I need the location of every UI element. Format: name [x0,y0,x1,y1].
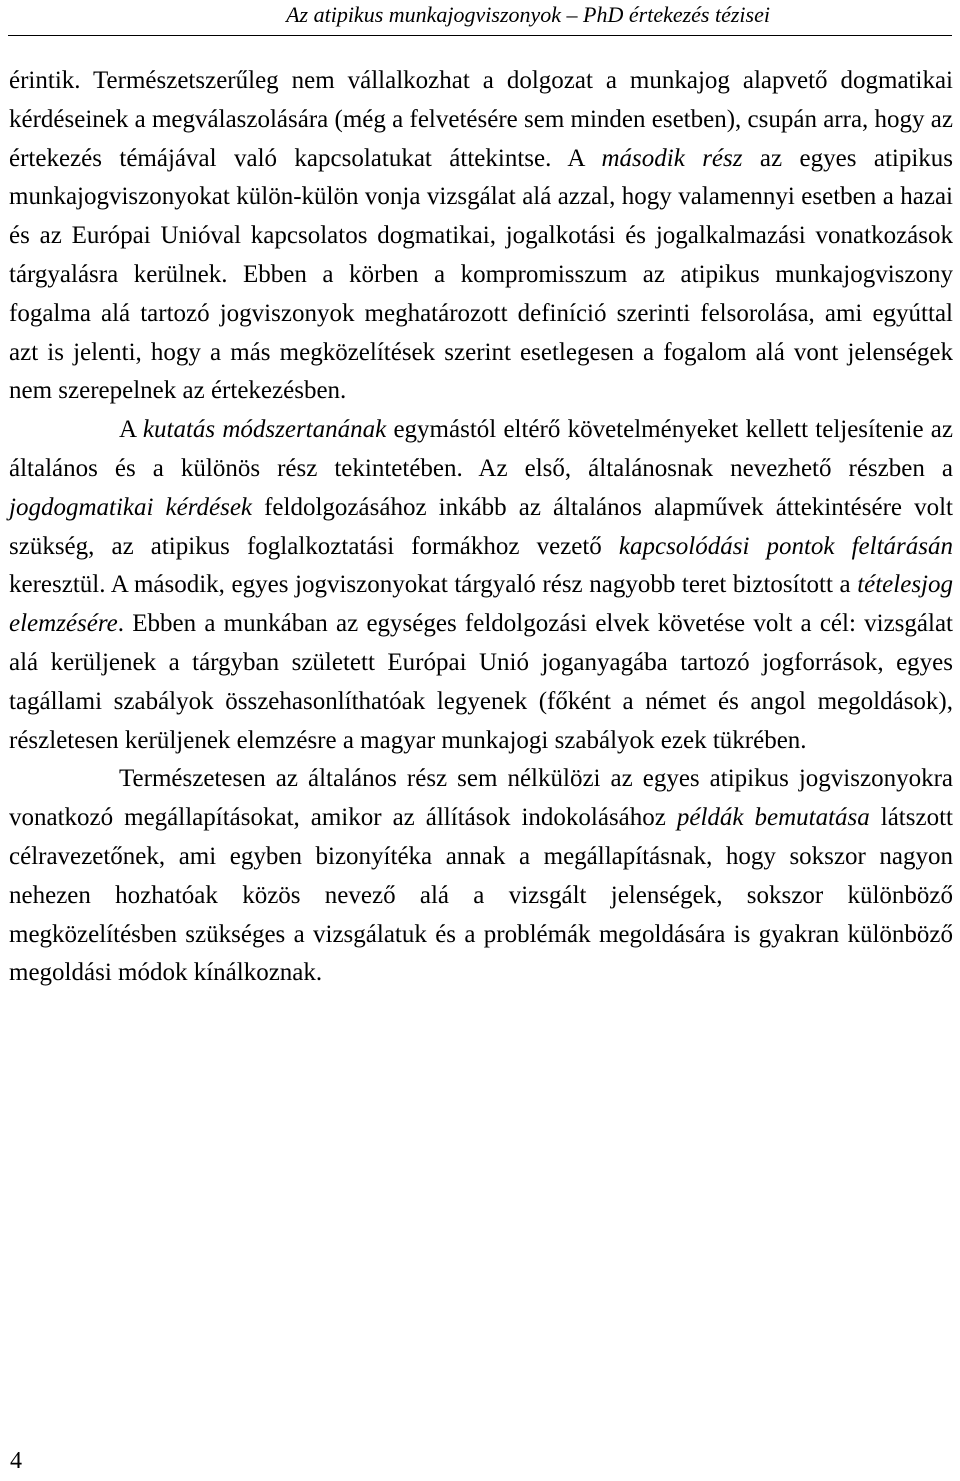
paragraph-2-text: keresztül. A második, egyes jogviszonyokat tárgyaló rész nagyobb teret biztosított a [9,571,858,599]
paragraph-2-text: feldolgozásához inkább az általános alapművek áttekintésére volt szükség, az atipikus foglalkoztatási formákhoz vezető [9,493,953,560]
emphasis-kapcsolodasi-pontok: kapcsolódási pontok feltárásán [618,532,953,560]
paragraph-2 [9,411,953,760]
page-number: 4 [10,1448,22,1474]
paragraph-1-text: érintik. Természetszerűleg nem vállalkozhat a dolgozat a munkajog alapvető dogmatikai kérdéseinek a megválaszolására (még a felvetésére sem minden esetben), csupán arra, hogy az értekezés témájával való kapcsolatukat áttekintse. A [9,67,953,172]
body-text [9,62,953,993]
emphasis-peldak-bemutatasa: példák bemutatása [676,804,870,832]
paragraph-1-text: az egyes atipikus munkajogviszonyokat külön-külön vonja vizsgálat alá azzal, hogy valamennyi esetben a hazai és az Európai Unióval kapcsolatos dogmatikai, jogalkotási és jogalkalmazási vonatkozások tárgyalásra kerülnek. Ebben a körben a kompromisszum az atipikus munkajogviszony fogalma alá tartozó jogviszonyok meghatározott definíció szerinti felsorolása, ami egyúttal azt is jelenti, hogy a más megközelítések szerint esetlegesen a fogalom alá vont jelenségek nem szerepelnek az értekezésben. [9,144,954,405]
emphasis-masodik-resz: második rész [601,144,743,172]
paragraph-2-text: egymástól eltérő követelményeket kellett teljesítenie az általános és a különös rész tekintetében. Az első, általánosnak nevezhető részben a [9,416,953,482]
emphasis-kutatas-modszertananak: kutatás módszertanának [142,416,387,444]
paragraph-2-text: A [119,416,143,444]
running-header: Az atipikus munkajogviszonyok – PhD értekezés tézisei [286,2,770,27]
paragraph-3-text: látszott célravezetőnek, ami egyben bizonyítéka annak a megállapításnak, hogy sokszor nagyon nehezen hozhatóak közös nevező alá a vizsgált jelenségek, sokszor különböző megközelítésben szükséges a vizsgálatuk és a problémák megoldására is gyakran különböző megoldási módok kínálkoznak. [9,804,953,987]
emphasis-jogdogmatikai-kerdesek: jogdogmatikai kérdések [9,493,253,521]
paragraph-1 [9,62,953,411]
header-divider [8,35,952,36]
paragraph-3 [9,760,953,993]
paragraph-3-text: Természetesen az általános rész sem nélkülözi az egyes atipikus jogviszonyokra vonatkozó megállapításokat, amikor az állítások indokolásához [9,765,953,832]
paragraph-2-text: . Ebben a munkában az egységes feldolgozási elvek követése volt a cél: vizsgálat alá kerüljenek a tárgyban született Európai Unió joganyagába tartozó jogforrások, egyes tagállami szabályok összehasonlíthatóak legyenek (főként a német és angol megoldások), részletesen kerüljenek elemzésre a magyar munkajogi szabályok ezek tükrében. [9,610,953,754]
emphasis-tetelesjog-elemzesere: tételesjog elemzésére [9,571,953,638]
